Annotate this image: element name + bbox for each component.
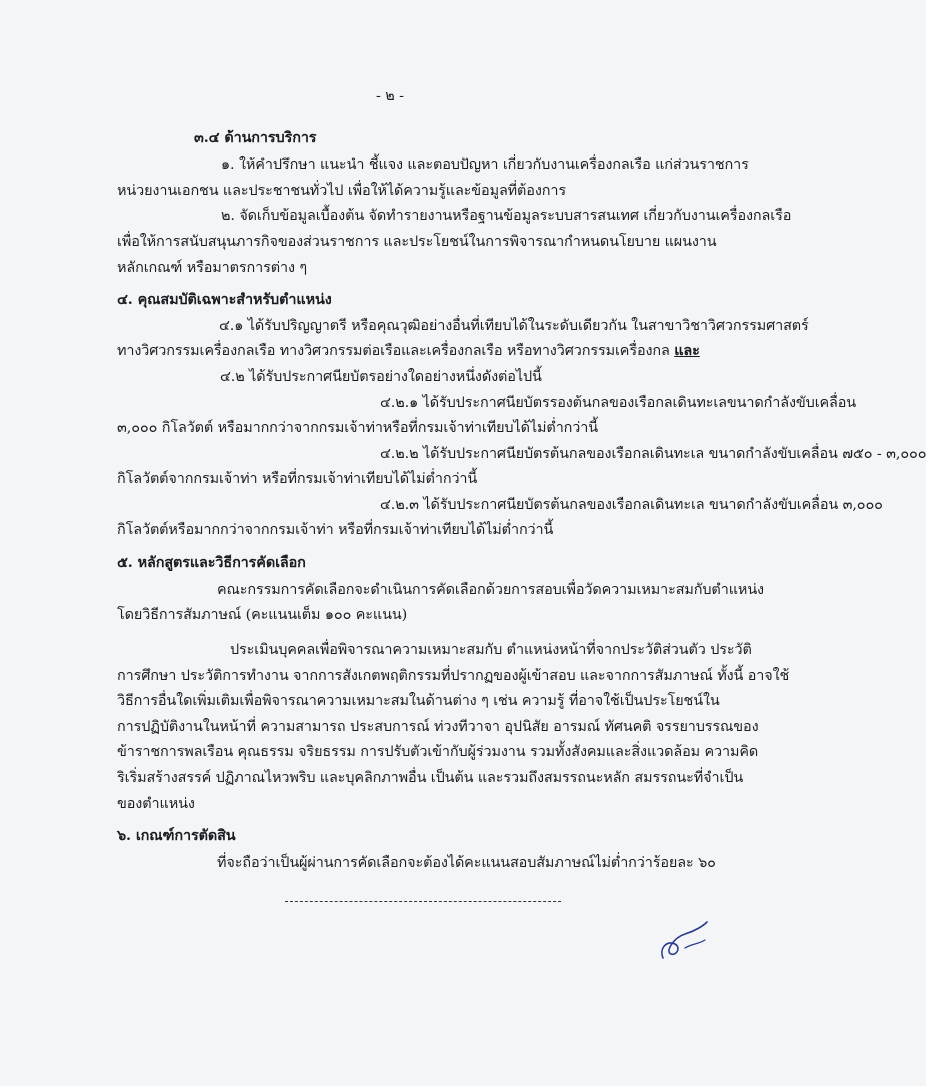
section-6-heading: ๖. เกณฑ์การตัดสิน: [117, 827, 236, 844]
qualification-4-1-text: ทางวิศวกรรมเครื่องกลเรือ ทางวิศวกรรมต่อเรือและเครื่องกลเรือ หรือทางวิศวกรรมเครื่องกล: [117, 343, 675, 359]
section-5-heading: ๕. หลักสูตรและวิธีการคัดเลือก: [117, 554, 306, 571]
qualification-4-2-3-line-2: กิโลวัตต์หรือมากกว่าจากกรมเจ้าท่า หรือที่กรมเจ้าท่าเทียบได้ไม่ต่ำกว่านี้: [117, 522, 554, 538]
service-item-1-line-1: ๑. ให้คำปรึกษา แนะนำ ชี้แจง และตอบปัญหา เกี่ยวกับงานเครื่องกลเรือ แก่ส่วนราชการ: [221, 157, 749, 173]
qualification-4-2-2-line-1: ๔.๒.๒ ได้รับประกาศนียบัตรต้นกลของเรือกลเดินทะเล ขนาดกำลังขับเคลื่อน ๗๕๐ - ๓,๐๐๐: [380, 446, 926, 462]
service-item-1-line-2: หน่วยงานเอกชน และประชาชนทั่วไป เพื่อให้ได้ความรู้และข้อมูลที่ต้องการ: [117, 183, 566, 199]
selection-line-1: คณะกรรมการคัดเลือกจะดำเนินการคัดเลือกด้วยการสอบเพื่อวัดความเหมาะสมกับตำแหน่ง: [217, 582, 764, 598]
qualification-4-2-2-line-2: กิโลวัตต์จากกรมเจ้าท่า หรือที่กรมเจ้าท่าเทียบได้ไม่ต่ำกว่านี้: [117, 471, 478, 487]
service-item-2-line-2: เพื่อให้การสนับสนุนภารกิจของส่วนราชการ และประโยชน์ในการพิจารณากำหนดนโยบาย แผนงาน: [117, 234, 717, 250]
assessment-line-7: ของตำแหน่ง: [117, 796, 195, 812]
page-number: - ๒ -: [376, 88, 404, 104]
section-3-4-heading: ๓.๔ ด้านการบริการ: [194, 129, 317, 146]
service-item-2-line-1: ๒. จัดเก็บข้อมูลเบื้องต้น จัดทำรายงานหรือฐานข้อมูลระบบสารสนเทศ เกี่ยวกับงานเครื่องกลเรือ: [221, 208, 792, 224]
assessment-line-3: วิธีการอื่นใดเพิ่มเติมเพื่อพิจารณาความเหมาะสมในด้านต่าง ๆ เช่น ความรู้ ที่อาจใช้เป็นประโยชน์ใน: [117, 693, 720, 709]
section-4-heading: ๔. คุณสมบัติเฉพาะสำหรับตำแหน่ง: [117, 291, 332, 308]
qualification-4-1-line-2: [117, 341, 700, 361]
end-divider: [285, 901, 561, 902]
assessment-line-6: ริเริ่มสร้างสรรค์ ปฏิภาณไหวพริบ และบุคลิกภาพอื่น เป็นต้น และรวมถึงสมรรถนะหลัก สมรรถนะที่จำเป็น: [117, 770, 744, 786]
assessment-line-4: การปฏิบัติงานในหน้าที่ ความสามารถ ประสบการณ์ ท่วงทีวาจา อุปนิสัย อารมณ์ ทัศนคติ จรรยาบรรณของ: [117, 719, 759, 735]
and-connector: และ: [674, 342, 700, 359]
assessment-line-5: ข้าราชการพลเรือน คุณธรรม จริยธรรม การปรับตัวเข้ากับผู้ร่วมงาน รวมทั้งสังคมและสิ่งแวดล้อม ความคิด: [117, 744, 759, 760]
criteria-text: ที่จะถือว่าเป็นผู้ผ่านการคัดเลือกจะต้องได้คะแนนสอบสัมภาษณ์ไม่ต่ำกว่าร้อยละ ๖๐: [217, 855, 716, 871]
selection-line-2: โดยวิธีการสัมภาษณ์ (คะแนนเต็ม ๑๐๐ คะแนน): [117, 607, 408, 623]
assessment-line-2: การศึกษา ประวัติการทำงาน จากการสังเกตพฤติกรรมที่ปรากฏของผู้เข้าสอบ และจากการสัมภาษณ์ ทั้งนี้ อาจใช้: [117, 668, 790, 684]
signature-initial: [655, 918, 715, 966]
qualification-4-2-1-line-1: ๔.๒.๑ ได้รับประกาศนียบัตรรองต้นกลของเรือกลเดินทะเลขนาดกำลังขับเคลื่อน: [380, 395, 857, 411]
service-item-2-line-3: หลักเกณฑ์ หรือมาตรการต่าง ๆ: [117, 260, 307, 276]
assessment-line-1: ประเมินบุคคลเพื่อพิจารณาความเหมาะสมกับ ตำแหน่งหน้าที่จากประวัติส่วนตัว ประวัติ: [230, 642, 752, 658]
qualification-4-2: ๔.๒ ได้รับประกาศนียบัตรอย่างใดอย่างหนึ่งดังต่อไปนี้: [220, 369, 542, 385]
qualification-4-2-3-line-1: ๔.๒.๓ ได้รับประกาศนียบัตรต้นกลของเรือกลเดินทะเล ขนาดกำลังขับเคลื่อน ๓,๐๐๐: [380, 497, 883, 513]
qualification-4-2-1-line-2: ๓,๐๐๐ กิโลวัตต์ หรือมากกว่าจากกรมเจ้าท่าหรือที่กรมเจ้าท่าเทียบได้ไม่ต่ำกว่านี้: [117, 420, 598, 436]
qualification-4-1-line-1: ๔.๑ ได้รับปริญญาตรี หรือคุณวุฒิอย่างอื่นที่เทียบได้ในระดับเดียวกัน ในสาขาวิชาวิศวกรรมศาสตร์: [219, 318, 809, 334]
